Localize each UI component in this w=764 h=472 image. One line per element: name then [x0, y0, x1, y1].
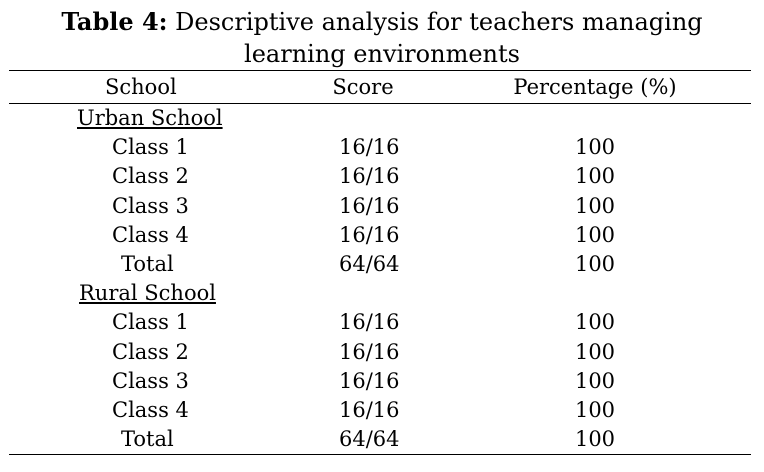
- cell-school: Class 2: [112, 164, 189, 189]
- table-row-total: [9, 250, 751, 279]
- group-row: [9, 279, 751, 308]
- cell-school: Class 3: [112, 368, 189, 393]
- header-percentage: Percentage (%): [513, 75, 677, 99]
- group-label-rural: Rural School: [79, 281, 216, 306]
- cell-score: 16/16: [339, 398, 400, 423]
- cell-percentage: 100: [574, 427, 616, 452]
- cell-percentage: 100: [574, 339, 616, 364]
- table-row: [9, 308, 751, 337]
- caption-label: Table 4:: [61, 7, 168, 36]
- table-row: [9, 338, 751, 367]
- cell-percentage: 100: [574, 310, 616, 335]
- table-row: [9, 162, 751, 191]
- caption-title-line-1: Descriptive analysis for teachers managing: [175, 8, 703, 36]
- cell-score: 16/16: [339, 135, 400, 160]
- cell-school: Class 3: [112, 193, 189, 218]
- cell-school: Class 4: [112, 222, 189, 247]
- table-container: [9, 70, 751, 455]
- caption-line-1: [0, 6, 764, 38]
- cell-percentage: 100: [574, 252, 616, 277]
- cell-percentage: 100: [574, 164, 616, 189]
- header-school: School: [105, 75, 177, 99]
- cell-score: 16/16: [339, 164, 400, 189]
- cell-school: Class 4: [112, 398, 189, 423]
- cell-percentage: 100: [574, 368, 616, 393]
- table-row: [9, 221, 751, 250]
- cell-percentage: 100: [574, 135, 616, 160]
- table-row: [9, 133, 751, 162]
- group-row: [9, 104, 751, 134]
- cell-score: 16/16: [339, 368, 400, 393]
- cell-percentage: 100: [574, 222, 616, 247]
- table-row: [9, 367, 751, 396]
- cell-score: 64/64: [339, 427, 400, 452]
- table-row: [9, 396, 751, 425]
- header-score: Score: [332, 75, 394, 99]
- cell-percentage: 100: [574, 398, 616, 423]
- table-caption: [0, 6, 764, 70]
- cell-school: Class 2: [112, 339, 189, 364]
- cell-school: Class 1: [112, 135, 189, 160]
- cell-score: 64/64: [339, 252, 400, 277]
- cell-score: 16/16: [339, 193, 400, 218]
- group-label-urban: Urban School: [77, 106, 223, 130]
- cell-school: Total: [121, 427, 174, 452]
- cell-percentage: 100: [574, 193, 616, 218]
- cell-school: Class 1: [112, 310, 189, 335]
- cell-score: 16/16: [339, 222, 400, 247]
- cell-school: Total: [121, 252, 174, 277]
- cell-score: 16/16: [339, 310, 400, 335]
- table-row: [9, 192, 751, 221]
- caption-title-line-2: learning environments: [244, 40, 520, 68]
- descriptive-analysis-table: [9, 70, 751, 455]
- table-row-total: [9, 425, 751, 455]
- cell-score: 16/16: [339, 339, 400, 364]
- header-row: [9, 71, 751, 104]
